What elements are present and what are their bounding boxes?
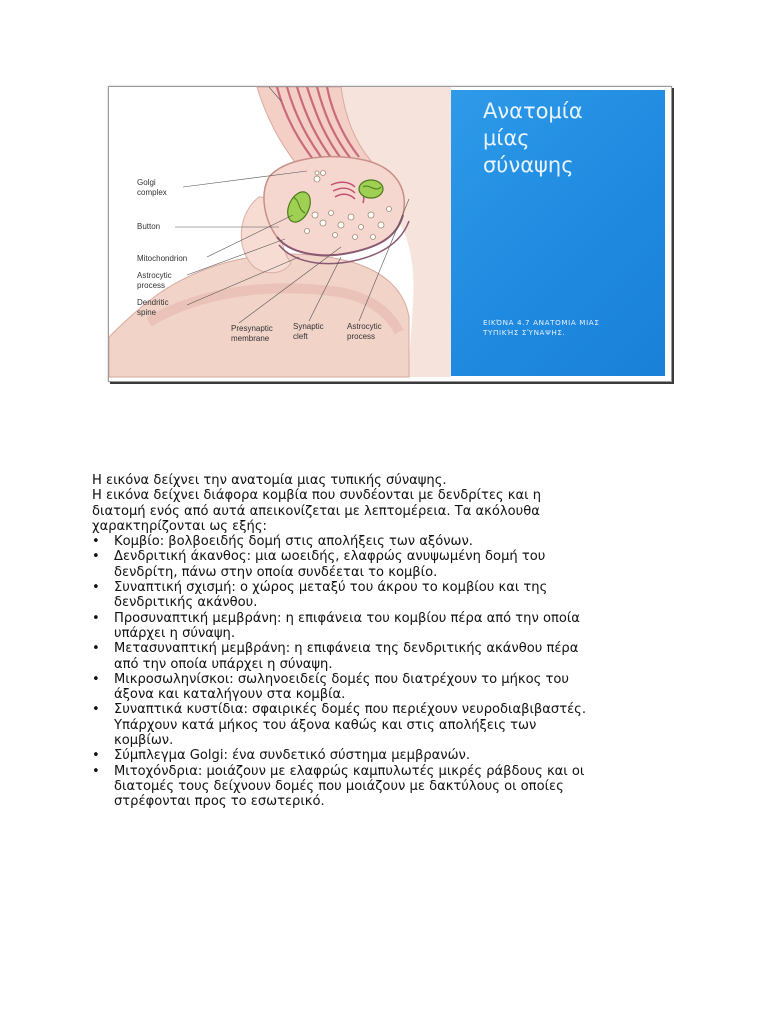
document-body <box>92 473 712 810</box>
list-item <box>92 672 712 703</box>
intro-line-2: Η εικόνα δείχνει διάφορα κομβία που συνδέονται με δενδρίτες και η <box>92 488 541 504</box>
list-item-line: άξονα και καταλήγουν στα κομβία. <box>114 687 346 703</box>
list-item <box>92 611 712 642</box>
bullet-icon: • <box>92 549 100 565</box>
list-item-line: Μικροσωληνίσκοι: σωληνοειδείς δομές που διατρέχουν το μήκος του <box>114 671 569 687</box>
bullet-icon: • <box>92 702 100 718</box>
label-synaptic-2: cleft <box>293 332 308 341</box>
label-astrocytic-bottom: Astrocytic <box>347 322 382 331</box>
synapse-illustration <box>109 87 451 381</box>
list-item-line: στρέφονται προς το εσωτερικό. <box>114 794 325 810</box>
figure-title-line-1: Ανατομία <box>483 99 583 123</box>
list-item-line: δενδριτικής ακάνθου. <box>114 595 258 611</box>
bullet-icon: • <box>92 763 100 779</box>
list-item <box>92 764 712 810</box>
list-item-line: Προσυναπτική μεμβράνη: η επιφάνεια του κομβίου πέρα από την οποία <box>114 610 580 626</box>
intro-line-3: διατομή ενός από αυτά απεικονίζεται με λεπτομέρεια. Τα ακόλουθα <box>92 503 540 519</box>
label-presynaptic-2: membrane <box>231 334 270 343</box>
synapse-diagram <box>109 87 451 381</box>
list-item-line: Μιτοχόνδρια: μοιάζουν με ελαφρώς καμπυλωτές μικρές ράβδους και οι <box>114 763 585 779</box>
list-item-line: υπάρχει η σύναψη. <box>114 625 236 641</box>
list-item-line: Μετασυναπτική μεμβράνη: η επιφάνεια της δενδριτικής ακάνθου πέρα <box>114 641 579 657</box>
label-astrocytic-left-2: process <box>137 281 166 290</box>
list-item <box>92 549 712 580</box>
list-item-line: Συναπτική σχισμή: ο χώρος μεταξύ του άκρου το κομβίου και της <box>114 580 548 596</box>
intro-line-4: χαρακτηρίζονται ως εξής: <box>92 518 267 534</box>
list-item-line: Κομβίο: βολβοειδής δομή στις απολήξεις των αξόνων. <box>114 534 473 550</box>
label-dendritic-2: spine <box>137 308 157 317</box>
figure-title-panel <box>451 90 665 376</box>
list-item <box>92 702 712 748</box>
figure-title <box>483 98 663 179</box>
label-presynaptic: Presynaptic <box>231 324 273 333</box>
bullet-icon: • <box>92 748 100 764</box>
list-item <box>92 534 712 549</box>
label-golgi-2: complex <box>137 188 167 197</box>
bullet-icon: • <box>92 610 100 626</box>
list-item <box>92 580 712 611</box>
figure-caption-line-1: ΕΙΚΌΝΑ 4.7 ΑΝΑΤΟΜΙΑ ΜΙΑΣ <box>483 318 600 327</box>
label-dendritic: Dendritic <box>137 298 169 307</box>
bullet-icon: • <box>92 671 100 687</box>
definitions-list <box>92 534 712 809</box>
synapse-figure <box>108 86 672 382</box>
intro-line-1: Η εικόνα δείχνει την ανατομία μιας τυπικής σύναψης. <box>92 473 447 488</box>
label-button: Button <box>137 222 161 231</box>
label-astrocytic-bottom-2: process <box>347 332 376 341</box>
label-synaptic: Synaptic <box>293 322 324 331</box>
list-item-line: Δενδριτική άκανθος: μια ωοειδής, ελαφρώς ανυψωμένη δομή του <box>114 549 546 565</box>
list-item-line: Συναπτικά κυστίδια: σφαιρικές δομές που περιέχουν νευροδιαβιβαστές. <box>114 702 586 718</box>
bullet-icon: • <box>92 580 100 596</box>
figure-caption-line-2: ΤΥΠΙΚΉΣ ΣΎΝΑΨΗΣ. <box>483 328 566 337</box>
list-item <box>92 748 712 763</box>
list-item-line: κομβίων. <box>114 733 174 749</box>
list-item <box>92 641 712 672</box>
label-golgi: Golgi <box>137 178 156 187</box>
label-mitochondrion: Mitochondrion <box>137 254 188 263</box>
list-item-line: από την οποία υπάρχει η σύναψη. <box>114 656 333 672</box>
label-astrocytic-left: Astrocytic <box>137 271 172 280</box>
figure-title-line-2: μίας <box>483 126 530 150</box>
bullet-icon: • <box>92 534 100 550</box>
list-item-line: Υπάρχουν κατά μήκος του άξονα καθώς και στις απολήξεις των <box>114 717 537 733</box>
figure-title-line-3: σύναψης <box>483 153 574 177</box>
bullet-icon: • <box>92 641 100 657</box>
figure-caption <box>483 318 663 338</box>
list-item-line: διατομές τους δείχνουν δομές που μοιάζουν με δακτύλους οι οποίες <box>114 778 564 794</box>
list-item-line: Σύμπλεγμα Golgi: ένα συνδετικό σύστημα μεμβρανών. <box>114 748 471 764</box>
list-item-line: δενδρίτη, πάνω στην οποία συνδέεται το κομβίο. <box>114 564 438 580</box>
